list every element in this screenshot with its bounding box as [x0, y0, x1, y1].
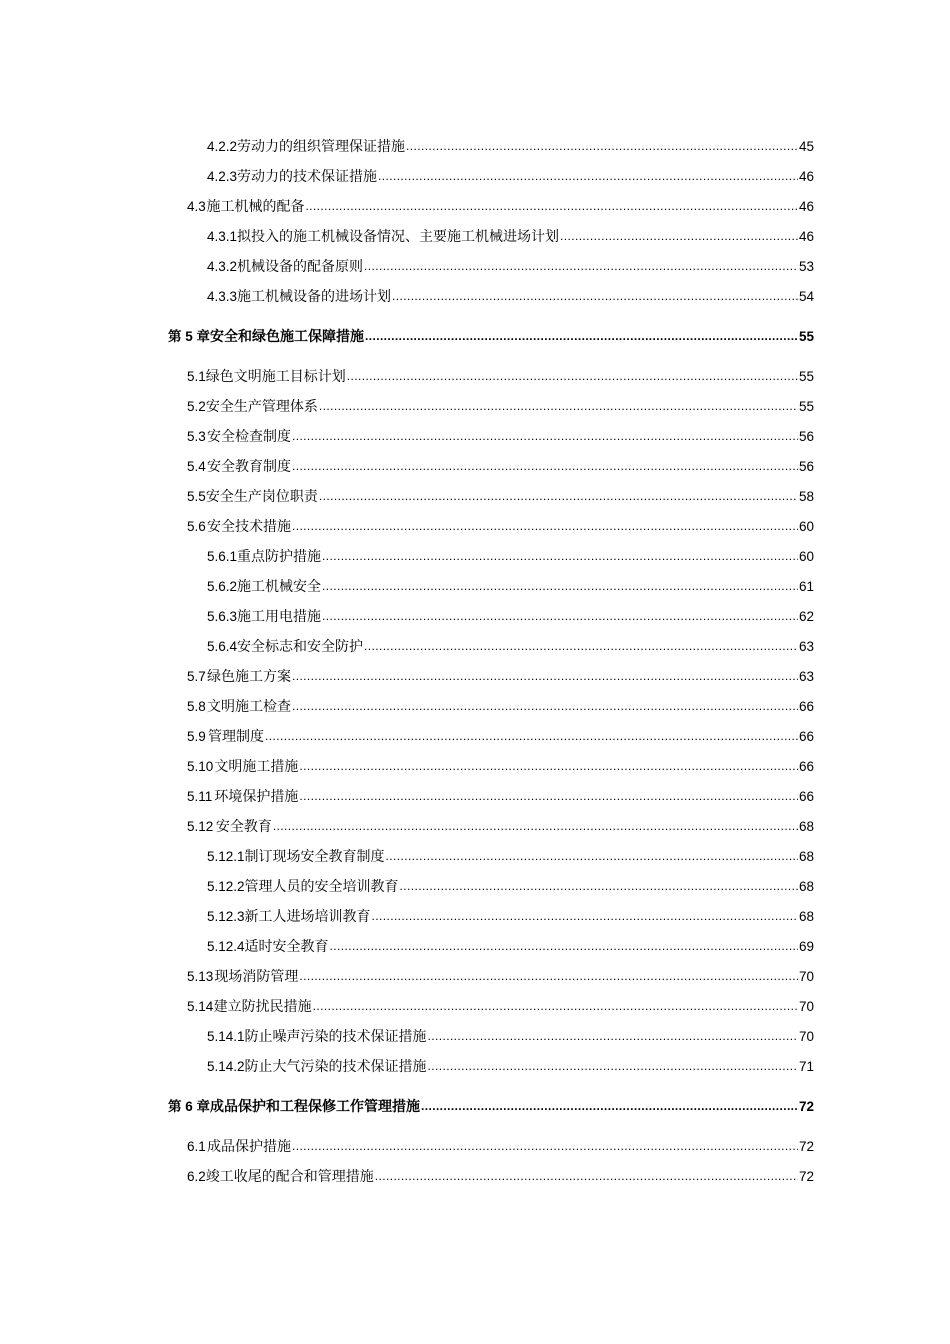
toc-entry-title: 安全检查制度 [206, 429, 291, 445]
toc-entry-title: 防止噪声污染的技术保证措施 [244, 1029, 427, 1045]
toc-entry-number: 5.14 [187, 999, 214, 1014]
toc-entry-number: 第 5 章 [168, 329, 211, 344]
toc-dot-leader [365, 326, 798, 346]
toc-entry-page: 71 [798, 1059, 814, 1074]
toc-dot-leader [322, 576, 798, 596]
toc-entry[interactable] [207, 547, 814, 567]
toc-entry-title: 防止大气污染的技术保证措施 [244, 1059, 427, 1075]
toc-entry-page: 68 [798, 819, 814, 834]
toc-entry[interactable] [207, 1057, 814, 1077]
toc-dot-leader [322, 546, 798, 566]
toc-entry-page: 72 [798, 1139, 814, 1154]
toc-entry-page: 46 [798, 229, 814, 244]
toc-entry[interactable] [207, 577, 814, 597]
toc-entry-number: 5.6.1 [207, 549, 238, 564]
toc-entry-title: 机械设备的配备原则 [237, 259, 364, 275]
toc-entry[interactable] [187, 1137, 814, 1157]
toc-entry-page: 72 [798, 1099, 814, 1114]
toc-entry-page: 60 [798, 519, 814, 534]
toc-entry-title: 管理人员的安全培训教育 [244, 879, 399, 895]
toc-entry[interactable] [207, 287, 814, 307]
toc-entry-page: 66 [798, 789, 814, 804]
toc-entry-number: 4.3 [187, 199, 206, 214]
toc-entry-page: 53 [798, 259, 814, 274]
toc-entry-number: 4.3.3 [207, 289, 238, 304]
toc-entry-number: 5.7 [187, 669, 206, 684]
toc-entry[interactable] [187, 487, 814, 507]
toc-entry-page: 62 [798, 609, 814, 624]
toc-entry-number: 5.12 [187, 819, 214, 834]
toc-entry-title: 适时安全教育 [244, 939, 329, 955]
toc-dot-leader [292, 516, 798, 536]
toc-entry-number: 4.2.3 [207, 169, 238, 184]
toc-dot-leader [378, 166, 798, 186]
toc-entry[interactable] [187, 197, 814, 217]
toc-entry-page: 45 [798, 139, 814, 154]
toc-entry-number: 4.2.2 [207, 139, 238, 154]
toc-entry-page: 68 [798, 879, 814, 894]
toc-entry-number: 5.8 [187, 699, 206, 714]
toc-entry-number: 6.2 [187, 1169, 206, 1184]
toc-dot-leader [292, 456, 798, 476]
toc-entry-page: 55 [798, 369, 814, 384]
toc-dot-leader [273, 816, 798, 836]
toc-entry-page: 70 [798, 969, 814, 984]
toc-dot-leader [319, 486, 798, 506]
toc-dot-leader [299, 786, 798, 806]
toc-entry-number: 第 6 章 [168, 1099, 211, 1114]
toc-dot-leader [299, 756, 798, 776]
toc-entry[interactable] [207, 907, 814, 927]
toc-entry-title: 安全技术措施 [206, 519, 291, 535]
toc-dot-leader [392, 286, 798, 306]
toc-entry-number: 4.3.1 [207, 229, 238, 244]
toc-entry[interactable] [187, 727, 814, 747]
toc-entry-number: 5.11 [187, 789, 213, 804]
toc-entry-page: 70 [798, 999, 814, 1014]
toc-dot-leader [322, 606, 798, 626]
toc-entry-title: 施工机械安全 [237, 579, 322, 595]
toc-chapter-entry[interactable] [168, 327, 814, 347]
toc-entry-title: 重点防护措施 [237, 549, 322, 565]
toc-dot-leader [292, 696, 798, 716]
toc-entry[interactable] [207, 227, 814, 247]
toc-entry-page: 55 [798, 329, 814, 344]
toc-entry-page: 46 [798, 169, 814, 184]
toc-entry-number: 5.2 [187, 399, 206, 414]
toc-entry-title: 成品保护和工程保修工作管理措施 [210, 1099, 421, 1115]
toc-entry-title: 建立防扰民措施 [213, 999, 312, 1015]
toc-entry-number: 5.5 [187, 489, 206, 504]
toc-entry[interactable] [187, 817, 814, 837]
toc-entry[interactable] [187, 787, 814, 807]
toc-entry[interactable] [187, 367, 814, 387]
toc-entry-page: 60 [798, 549, 814, 564]
toc-entry-title: 劳动力的组织管理保证措施 [237, 139, 406, 155]
toc-entry-number: 5.6.2 [207, 579, 238, 594]
toc-dot-leader [330, 936, 798, 956]
toc-entry-title: 安全生产岗位职责 [205, 489, 318, 505]
toc-dot-leader [372, 906, 798, 926]
toc-entry[interactable] [207, 257, 814, 277]
toc-entry-page: 72 [798, 1169, 814, 1184]
toc-entry-number: 5.6.4 [207, 639, 238, 654]
toc-dot-leader [292, 1136, 798, 1156]
toc-dot-leader [347, 366, 798, 386]
toc-dot-leader [375, 1166, 798, 1186]
toc-entry-title: 拟投入的施工机械设备情况、主要施工机械进场计划 [237, 229, 560, 245]
toc-entry-page: 68 [798, 909, 814, 924]
toc-entry[interactable] [187, 697, 814, 717]
toc-dot-leader [406, 136, 798, 156]
toc-entry-number: 5.4 [187, 459, 206, 474]
toc-dot-leader [292, 666, 798, 686]
toc-entry-title: 制订现场安全教育制度 [244, 849, 385, 865]
toc-entry-number: 5.10 [187, 759, 214, 774]
toc-entry[interactable] [207, 877, 814, 897]
toc-dot-leader [265, 726, 798, 746]
toc-entry-number: 5.12.3 [207, 909, 245, 924]
toc-entry-title: 绿色文明施工目标计划 [205, 369, 346, 385]
toc-entry[interactable] [207, 137, 814, 157]
toc-entry-title: 施工机械设备的进场计划 [237, 289, 392, 305]
toc-dot-leader [364, 636, 798, 656]
toc-entry-title: 安全教育制度 [206, 459, 291, 475]
toc-entry[interactable] [207, 847, 814, 867]
toc-entry-page: 66 [798, 729, 814, 744]
toc-entry-number: 5.14.1 [207, 1029, 245, 1044]
toc-entry[interactable] [187, 427, 814, 447]
toc-entry-page: 70 [798, 1029, 814, 1044]
toc-entry-page: 54 [798, 289, 814, 304]
toc-entry-page: 66 [798, 699, 814, 714]
toc-entry-title: 安全和绿色施工保障措施 [210, 329, 365, 345]
toc-entry-title: 施工机械的配备 [206, 199, 305, 215]
toc-dot-leader [299, 966, 798, 986]
toc-entry-page: 66 [798, 759, 814, 774]
toc-entry-page: 58 [798, 489, 814, 504]
toc-entry[interactable] [187, 397, 814, 417]
toc-entry[interactable] [207, 167, 814, 187]
toc-entry-number: 5.6 [187, 519, 206, 534]
toc-entry-number: 5.12.1 [207, 849, 245, 864]
toc-entry[interactable] [207, 637, 814, 657]
toc-entry-title: 安全生产管理体系 [205, 399, 318, 415]
toc-entry-number: 5.14.2 [207, 1059, 245, 1074]
toc-entry[interactable] [207, 937, 814, 957]
toc-entry-title: 新工人进场培训教育 [244, 909, 371, 925]
toc-entry-title: 环境保护措施 [214, 789, 299, 805]
toc-dot-leader [313, 996, 798, 1016]
toc-entry[interactable] [187, 1167, 814, 1187]
toc-entry-title: 劳动力的技术保证措施 [237, 169, 378, 185]
toc-entry-number: 5.1 [187, 369, 206, 384]
toc-entry[interactable] [187, 517, 814, 537]
toc-entry[interactable] [187, 967, 814, 987]
toc-entry-number: 5.12.2 [207, 879, 245, 894]
toc-entry-title: 安全教育 [215, 819, 272, 835]
toc-entry[interactable] [187, 757, 814, 777]
toc-entry[interactable] [187, 997, 814, 1017]
toc-entry[interactable] [187, 667, 814, 687]
toc-entry-number: 5.3 [187, 429, 206, 444]
toc-dot-leader [319, 396, 798, 416]
toc-entry-number: 6.1 [187, 1139, 206, 1154]
toc-entry-title: 竣工收尾的配合和管理措施 [205, 1169, 374, 1185]
toc-dot-leader [421, 1096, 798, 1116]
toc-entry[interactable] [207, 1027, 814, 1047]
toc-entry-page: 46 [798, 199, 814, 214]
toc-entry-title: 文明施工检查 [206, 699, 291, 715]
toc-entry-page: 56 [798, 459, 814, 474]
toc-entry-page: 63 [798, 639, 814, 654]
toc-entry-number: 5.9 [187, 729, 206, 744]
toc-entry-number: 5.12.4 [207, 939, 245, 954]
toc-dot-leader [560, 226, 798, 246]
toc-entry-page: 55 [798, 399, 814, 414]
toc-entry-page: 56 [798, 429, 814, 444]
toc-entry-page: 63 [798, 669, 814, 684]
toc-dot-leader [305, 196, 798, 216]
toc-dot-leader [428, 1026, 798, 1046]
toc-entry-title: 管理制度 [208, 729, 265, 745]
toc-entry[interactable] [207, 607, 814, 627]
toc-entry-number: 4.3.2 [207, 259, 238, 274]
toc-entry-title: 现场消防管理 [214, 969, 299, 985]
toc-entry-title: 文明施工措施 [214, 759, 299, 775]
toc-entry-title: 安全标志和安全防护 [237, 639, 364, 655]
toc-entry-number: 5.13 [187, 969, 214, 984]
toc-dot-leader [386, 846, 798, 866]
toc-entry-page: 68 [798, 849, 814, 864]
toc-dot-leader [428, 1056, 798, 1076]
toc-entry-title: 成品保护措施 [206, 1139, 291, 1155]
toc-entry-title: 绿色施工方案 [206, 669, 291, 685]
toc-entry[interactable] [187, 457, 814, 477]
toc-entry-page: 61 [798, 579, 814, 594]
toc-chapter-entry[interactable] [168, 1097, 814, 1117]
toc-entry-page: 69 [798, 939, 814, 954]
toc-dot-leader [364, 256, 798, 276]
toc-dot-leader [292, 426, 798, 446]
toc-dot-leader [400, 876, 798, 896]
toc-entry-number: 5.6.3 [207, 609, 238, 624]
toc-entry-title: 施工用电措施 [237, 609, 322, 625]
